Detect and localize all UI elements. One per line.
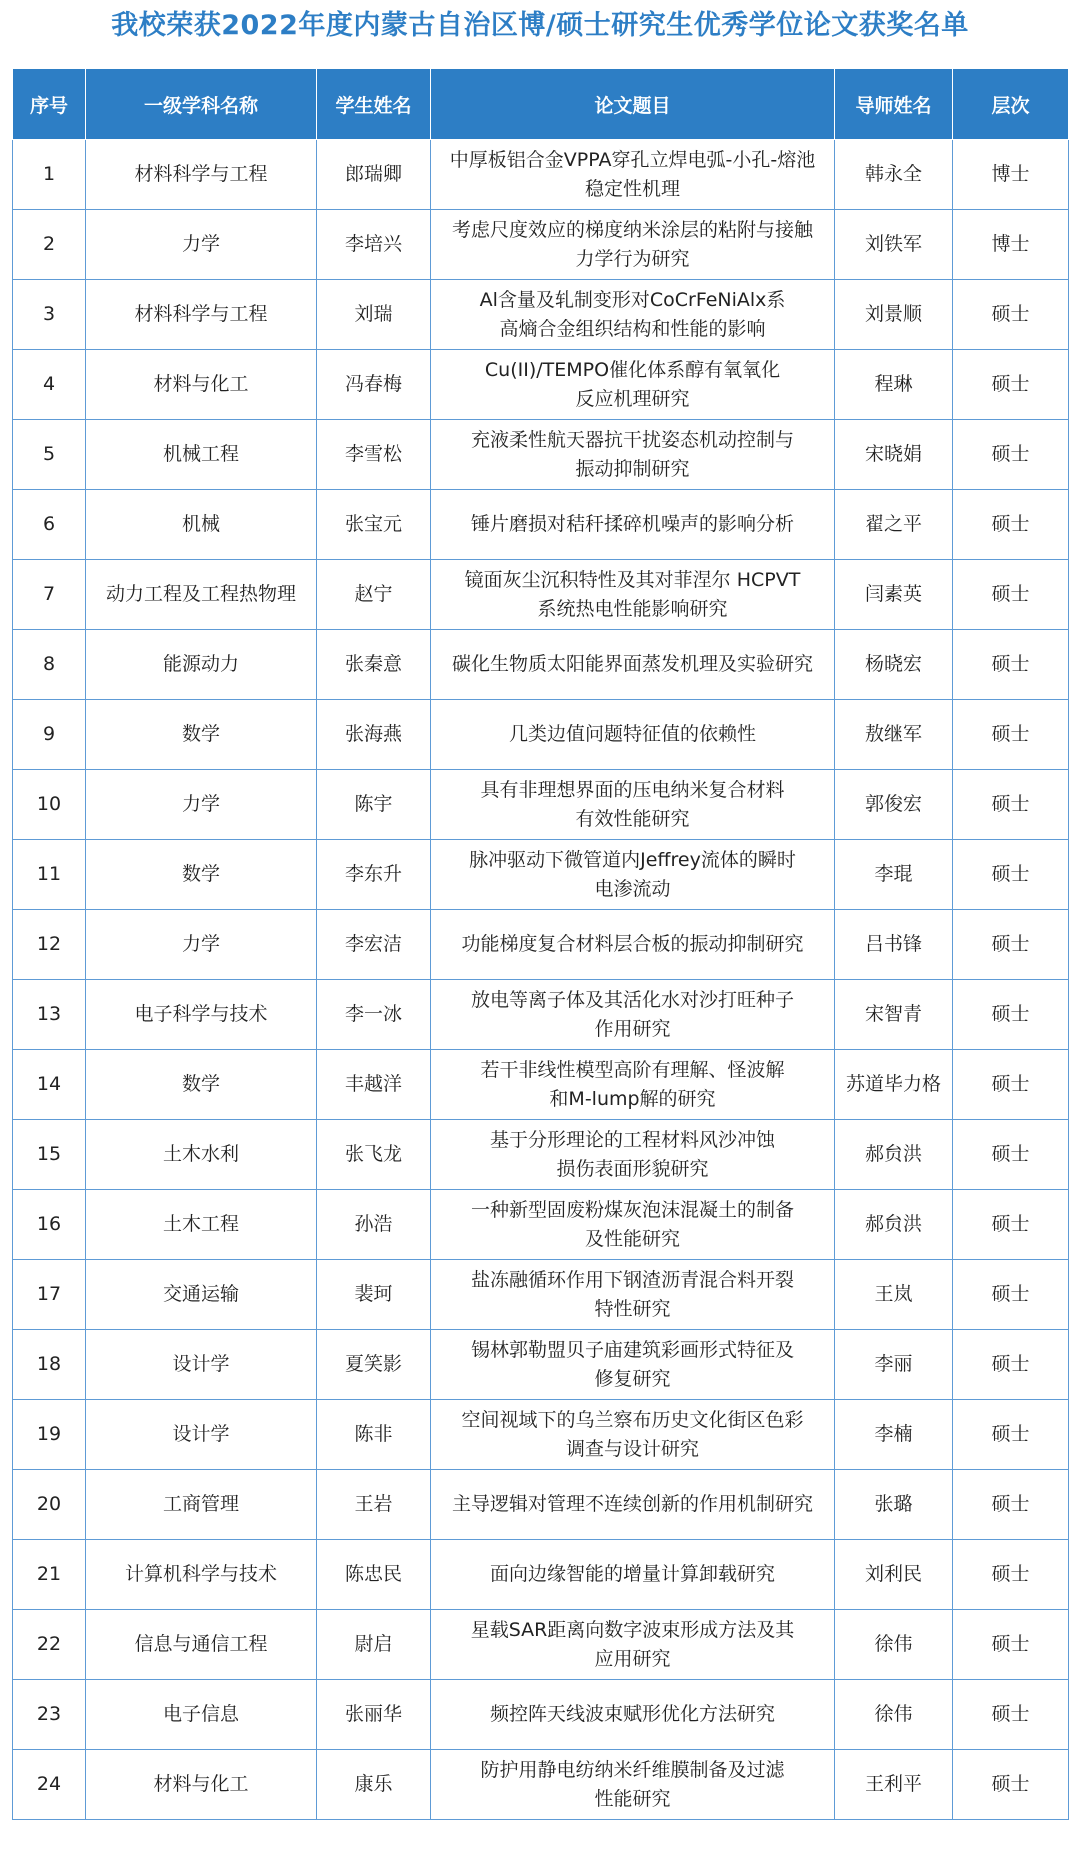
cell-thesis: 主导逻辑对管理不连续创新的作用机制研究 [431, 1470, 835, 1540]
cell-no: 22 [13, 1610, 86, 1680]
cell-discipline: 材料科学与工程 [86, 140, 317, 210]
table-row [13, 1400, 1069, 1470]
cell-level: 硕士 [953, 910, 1069, 980]
table-row [13, 280, 1069, 350]
cell-no: 20 [13, 1470, 86, 1540]
cell-thesis: 中厚板铝合金VPPA穿孔立焊电弧-小孔-熔池 稳定性机理 [431, 140, 835, 210]
cell-no: 24 [13, 1750, 86, 1820]
cell-student: 张丽华 [317, 1680, 431, 1750]
cell-advisor: 郝贠洪 [835, 1120, 953, 1190]
cell-discipline: 动力工程及工程热物理 [86, 560, 317, 630]
table-row [13, 700, 1069, 770]
cell-no: 3 [13, 280, 86, 350]
cell-student: 裴珂 [317, 1260, 431, 1330]
cell-level: 硕士 [953, 280, 1069, 350]
cell-discipline: 材料与化工 [86, 350, 317, 420]
cell-no: 9 [13, 700, 86, 770]
table-row [13, 210, 1069, 280]
cell-thesis: 星载SAR距离向数字波束形成方法及其 应用研究 [431, 1610, 835, 1680]
header-level: 层次 [953, 69, 1069, 140]
cell-advisor: 闫素英 [835, 560, 953, 630]
cell-thesis: Cu(II)/TEMPO催化体系醇有氧氧化 反应机理研究 [431, 350, 835, 420]
cell-student: 李雪松 [317, 420, 431, 490]
cell-no: 1 [13, 140, 86, 210]
cell-advisor: 翟之平 [835, 490, 953, 560]
cell-discipline: 信息与通信工程 [86, 1610, 317, 1680]
cell-student: 赵宁 [317, 560, 431, 630]
cell-thesis: 面向边缘智能的增量计算卸载研究 [431, 1540, 835, 1610]
cell-level: 硕士 [953, 980, 1069, 1050]
cell-discipline: 数学 [86, 840, 317, 910]
cell-student: 孙浩 [317, 1190, 431, 1260]
cell-advisor: 韩永全 [835, 140, 953, 210]
table-row [13, 770, 1069, 840]
cell-discipline: 材料与化工 [86, 1750, 317, 1820]
cell-student: 陈非 [317, 1400, 431, 1470]
cell-advisor: 宋晓娟 [835, 420, 953, 490]
cell-student: 夏笑影 [317, 1330, 431, 1400]
table-row [13, 1680, 1069, 1750]
cell-discipline: 力学 [86, 910, 317, 980]
table-body [13, 140, 1069, 1820]
table-row [13, 420, 1069, 490]
cell-level: 硕士 [953, 1610, 1069, 1680]
header-discipline: 一级学科名称 [86, 69, 317, 140]
cell-thesis: 锡林郭勒盟贝子庙建筑彩画形式特征及 修复研究 [431, 1330, 835, 1400]
table-row [13, 1750, 1069, 1820]
table-row [13, 350, 1069, 420]
cell-discipline: 土木水利 [86, 1120, 317, 1190]
cell-level: 硕士 [953, 350, 1069, 420]
page-title: 我校荣获2022年度内蒙古自治区博/硕士研究生优秀学位论文获奖名单 [111, 10, 969, 41]
cell-no: 14 [13, 1050, 86, 1120]
cell-level: 博士 [953, 140, 1069, 210]
cell-level: 硕士 [953, 1540, 1069, 1610]
cell-thesis: 脉冲驱动下微管道内Jeffrey流体的瞬时 电渗流动 [431, 840, 835, 910]
cell-no: 5 [13, 420, 86, 490]
table-row [13, 1260, 1069, 1330]
cell-student: 王岩 [317, 1470, 431, 1540]
cell-thesis: 放电等离子体及其活化水对沙打旺种子 作用研究 [431, 980, 835, 1050]
cell-thesis: 考虑尺度效应的梯度纳米涂层的粘附与接触 力学行为研究 [431, 210, 835, 280]
table-row [13, 1120, 1069, 1190]
cell-no: 4 [13, 350, 86, 420]
cell-level: 硕士 [953, 1330, 1069, 1400]
cell-advisor: 程琳 [835, 350, 953, 420]
cell-thesis: 充液柔性航天器抗干扰姿态机动控制与 振动抑制研究 [431, 420, 835, 490]
table-row [13, 910, 1069, 980]
cell-student: 郎瑞卿 [317, 140, 431, 210]
cell-no: 13 [13, 980, 86, 1050]
header-advisor: 导师姓名 [835, 69, 953, 140]
cell-level: 硕士 [953, 840, 1069, 910]
cell-no: 10 [13, 770, 86, 840]
cell-thesis: 锤片磨损对秸秆揉碎机噪声的影响分析 [431, 490, 835, 560]
cell-advisor: 刘景顺 [835, 280, 953, 350]
table-row [13, 1470, 1069, 1540]
cell-advisor: 刘铁军 [835, 210, 953, 280]
cell-level: 硕士 [953, 490, 1069, 560]
cell-student: 李培兴 [317, 210, 431, 280]
cell-advisor: 郝贠洪 [835, 1190, 953, 1260]
cell-level: 硕士 [953, 420, 1069, 490]
cell-advisor: 李楠 [835, 1400, 953, 1470]
cell-no: 18 [13, 1330, 86, 1400]
cell-thesis: 盐冻融循环作用下钢渣沥青混合料开裂 特性研究 [431, 1260, 835, 1330]
cell-no: 6 [13, 490, 86, 560]
cell-level: 硕士 [953, 770, 1069, 840]
cell-student: 丰越洋 [317, 1050, 431, 1120]
cell-no: 11 [13, 840, 86, 910]
cell-no: 21 [13, 1540, 86, 1610]
award-table [12, 68, 1069, 1820]
cell-advisor: 李丽 [835, 1330, 953, 1400]
cell-thesis: Al含量及轧制变形对CoCrFeNiAlx系 高熵合金组织结构和性能的影响 [431, 280, 835, 350]
cell-student: 刘瑞 [317, 280, 431, 350]
cell-no: 23 [13, 1680, 86, 1750]
cell-student: 陈忠民 [317, 1540, 431, 1610]
cell-student: 李宏洁 [317, 910, 431, 980]
cell-no: 15 [13, 1120, 86, 1190]
cell-advisor: 刘利民 [835, 1540, 953, 1610]
cell-thesis: 镜面灰尘沉积特性及其对菲涅尔 HCPVT 系统热电性能影响研究 [431, 560, 835, 630]
cell-advisor: 张璐 [835, 1470, 953, 1540]
cell-student: 张飞龙 [317, 1120, 431, 1190]
cell-level: 硕士 [953, 630, 1069, 700]
table-row [13, 1540, 1069, 1610]
table-row [13, 560, 1069, 630]
cell-student: 尉启 [317, 1610, 431, 1680]
cell-thesis: 碳化生物质太阳能界面蒸发机理及实验研究 [431, 630, 835, 700]
cell-discipline: 机械工程 [86, 420, 317, 490]
cell-thesis: 具有非理想界面的压电纳米复合材料 有效性能研究 [431, 770, 835, 840]
cell-advisor: 徐伟 [835, 1680, 953, 1750]
cell-student: 陈宇 [317, 770, 431, 840]
table-row [13, 1330, 1069, 1400]
cell-thesis: 若干非线性模型高阶有理解、怪波解 和M-lump解的研究 [431, 1050, 835, 1120]
cell-level: 硕士 [953, 1120, 1069, 1190]
cell-discipline: 工商管理 [86, 1470, 317, 1540]
table-row [13, 980, 1069, 1050]
cell-level: 硕士 [953, 1400, 1069, 1470]
table-row [13, 840, 1069, 910]
cell-advisor: 郭俊宏 [835, 770, 953, 840]
cell-thesis: 基于分形理论的工程材料风沙冲蚀 损伤表面形貌研究 [431, 1120, 835, 1190]
cell-discipline: 计算机科学与技术 [86, 1540, 317, 1610]
cell-advisor: 王利平 [835, 1750, 953, 1820]
cell-thesis: 几类边值问题特征值的依赖性 [431, 700, 835, 770]
header-student: 学生姓名 [317, 69, 431, 140]
cell-discipline: 力学 [86, 770, 317, 840]
cell-thesis: 一种新型固废粉煤灰泡沫混凝土的制备 及性能研究 [431, 1190, 835, 1260]
cell-advisor: 王岚 [835, 1260, 953, 1330]
table-header-row [13, 69, 1069, 140]
cell-thesis: 功能梯度复合材料层合板的振动抑制研究 [431, 910, 835, 980]
header-thesis: 论文题目 [431, 69, 835, 140]
cell-level: 硕士 [953, 1680, 1069, 1750]
cell-thesis: 防护用静电纺纳米纤维膜制备及过滤 性能研究 [431, 1750, 835, 1820]
cell-discipline: 电子科学与技术 [86, 980, 317, 1050]
cell-discipline: 能源动力 [86, 630, 317, 700]
cell-student: 康乐 [317, 1750, 431, 1820]
cell-level: 硕士 [953, 1750, 1069, 1820]
cell-advisor: 徐伟 [835, 1610, 953, 1680]
cell-student: 张海燕 [317, 700, 431, 770]
cell-student: 李东升 [317, 840, 431, 910]
cell-discipline: 数学 [86, 1050, 317, 1120]
cell-discipline: 设计学 [86, 1400, 317, 1470]
cell-discipline: 材料科学与工程 [86, 280, 317, 350]
cell-student: 张秦意 [317, 630, 431, 700]
cell-student: 李一冰 [317, 980, 431, 1050]
cell-no: 2 [13, 210, 86, 280]
cell-discipline: 电子信息 [86, 1680, 317, 1750]
table-row [13, 1610, 1069, 1680]
cell-level: 硕士 [953, 700, 1069, 770]
cell-advisor: 杨晓宏 [835, 630, 953, 700]
cell-level: 硕士 [953, 1470, 1069, 1540]
cell-level: 硕士 [953, 1190, 1069, 1260]
cell-thesis: 频控阵天线波束赋形优化方法研究 [431, 1680, 835, 1750]
cell-discipline: 数学 [86, 700, 317, 770]
header-no: 序号 [13, 69, 86, 140]
table-row [13, 1190, 1069, 1260]
cell-no: 19 [13, 1400, 86, 1470]
cell-student: 张宝元 [317, 490, 431, 560]
cell-advisor: 苏道毕力格 [835, 1050, 953, 1120]
table-row [13, 630, 1069, 700]
cell-no: 8 [13, 630, 86, 700]
cell-level: 博士 [953, 210, 1069, 280]
cell-advisor: 宋智青 [835, 980, 953, 1050]
table-row [13, 1050, 1069, 1120]
table-row [13, 140, 1069, 210]
cell-no: 7 [13, 560, 86, 630]
cell-level: 硕士 [953, 1260, 1069, 1330]
cell-discipline: 交通运输 [86, 1260, 317, 1330]
cell-level: 硕士 [953, 1050, 1069, 1120]
cell-no: 17 [13, 1260, 86, 1330]
cell-discipline: 设计学 [86, 1330, 317, 1400]
cell-discipline: 机械 [86, 490, 317, 560]
table-row [13, 490, 1069, 560]
cell-advisor: 敖继军 [835, 700, 953, 770]
cell-no: 12 [13, 910, 86, 980]
cell-advisor: 吕书锋 [835, 910, 953, 980]
cell-student: 冯春梅 [317, 350, 431, 420]
cell-no: 16 [13, 1190, 86, 1260]
cell-thesis: 空间视域下的乌兰察布历史文化街区色彩 调查与设计研究 [431, 1400, 835, 1470]
cell-discipline: 土木工程 [86, 1190, 317, 1260]
cell-discipline: 力学 [86, 210, 317, 280]
cell-level: 硕士 [953, 560, 1069, 630]
cell-advisor: 李琨 [835, 840, 953, 910]
